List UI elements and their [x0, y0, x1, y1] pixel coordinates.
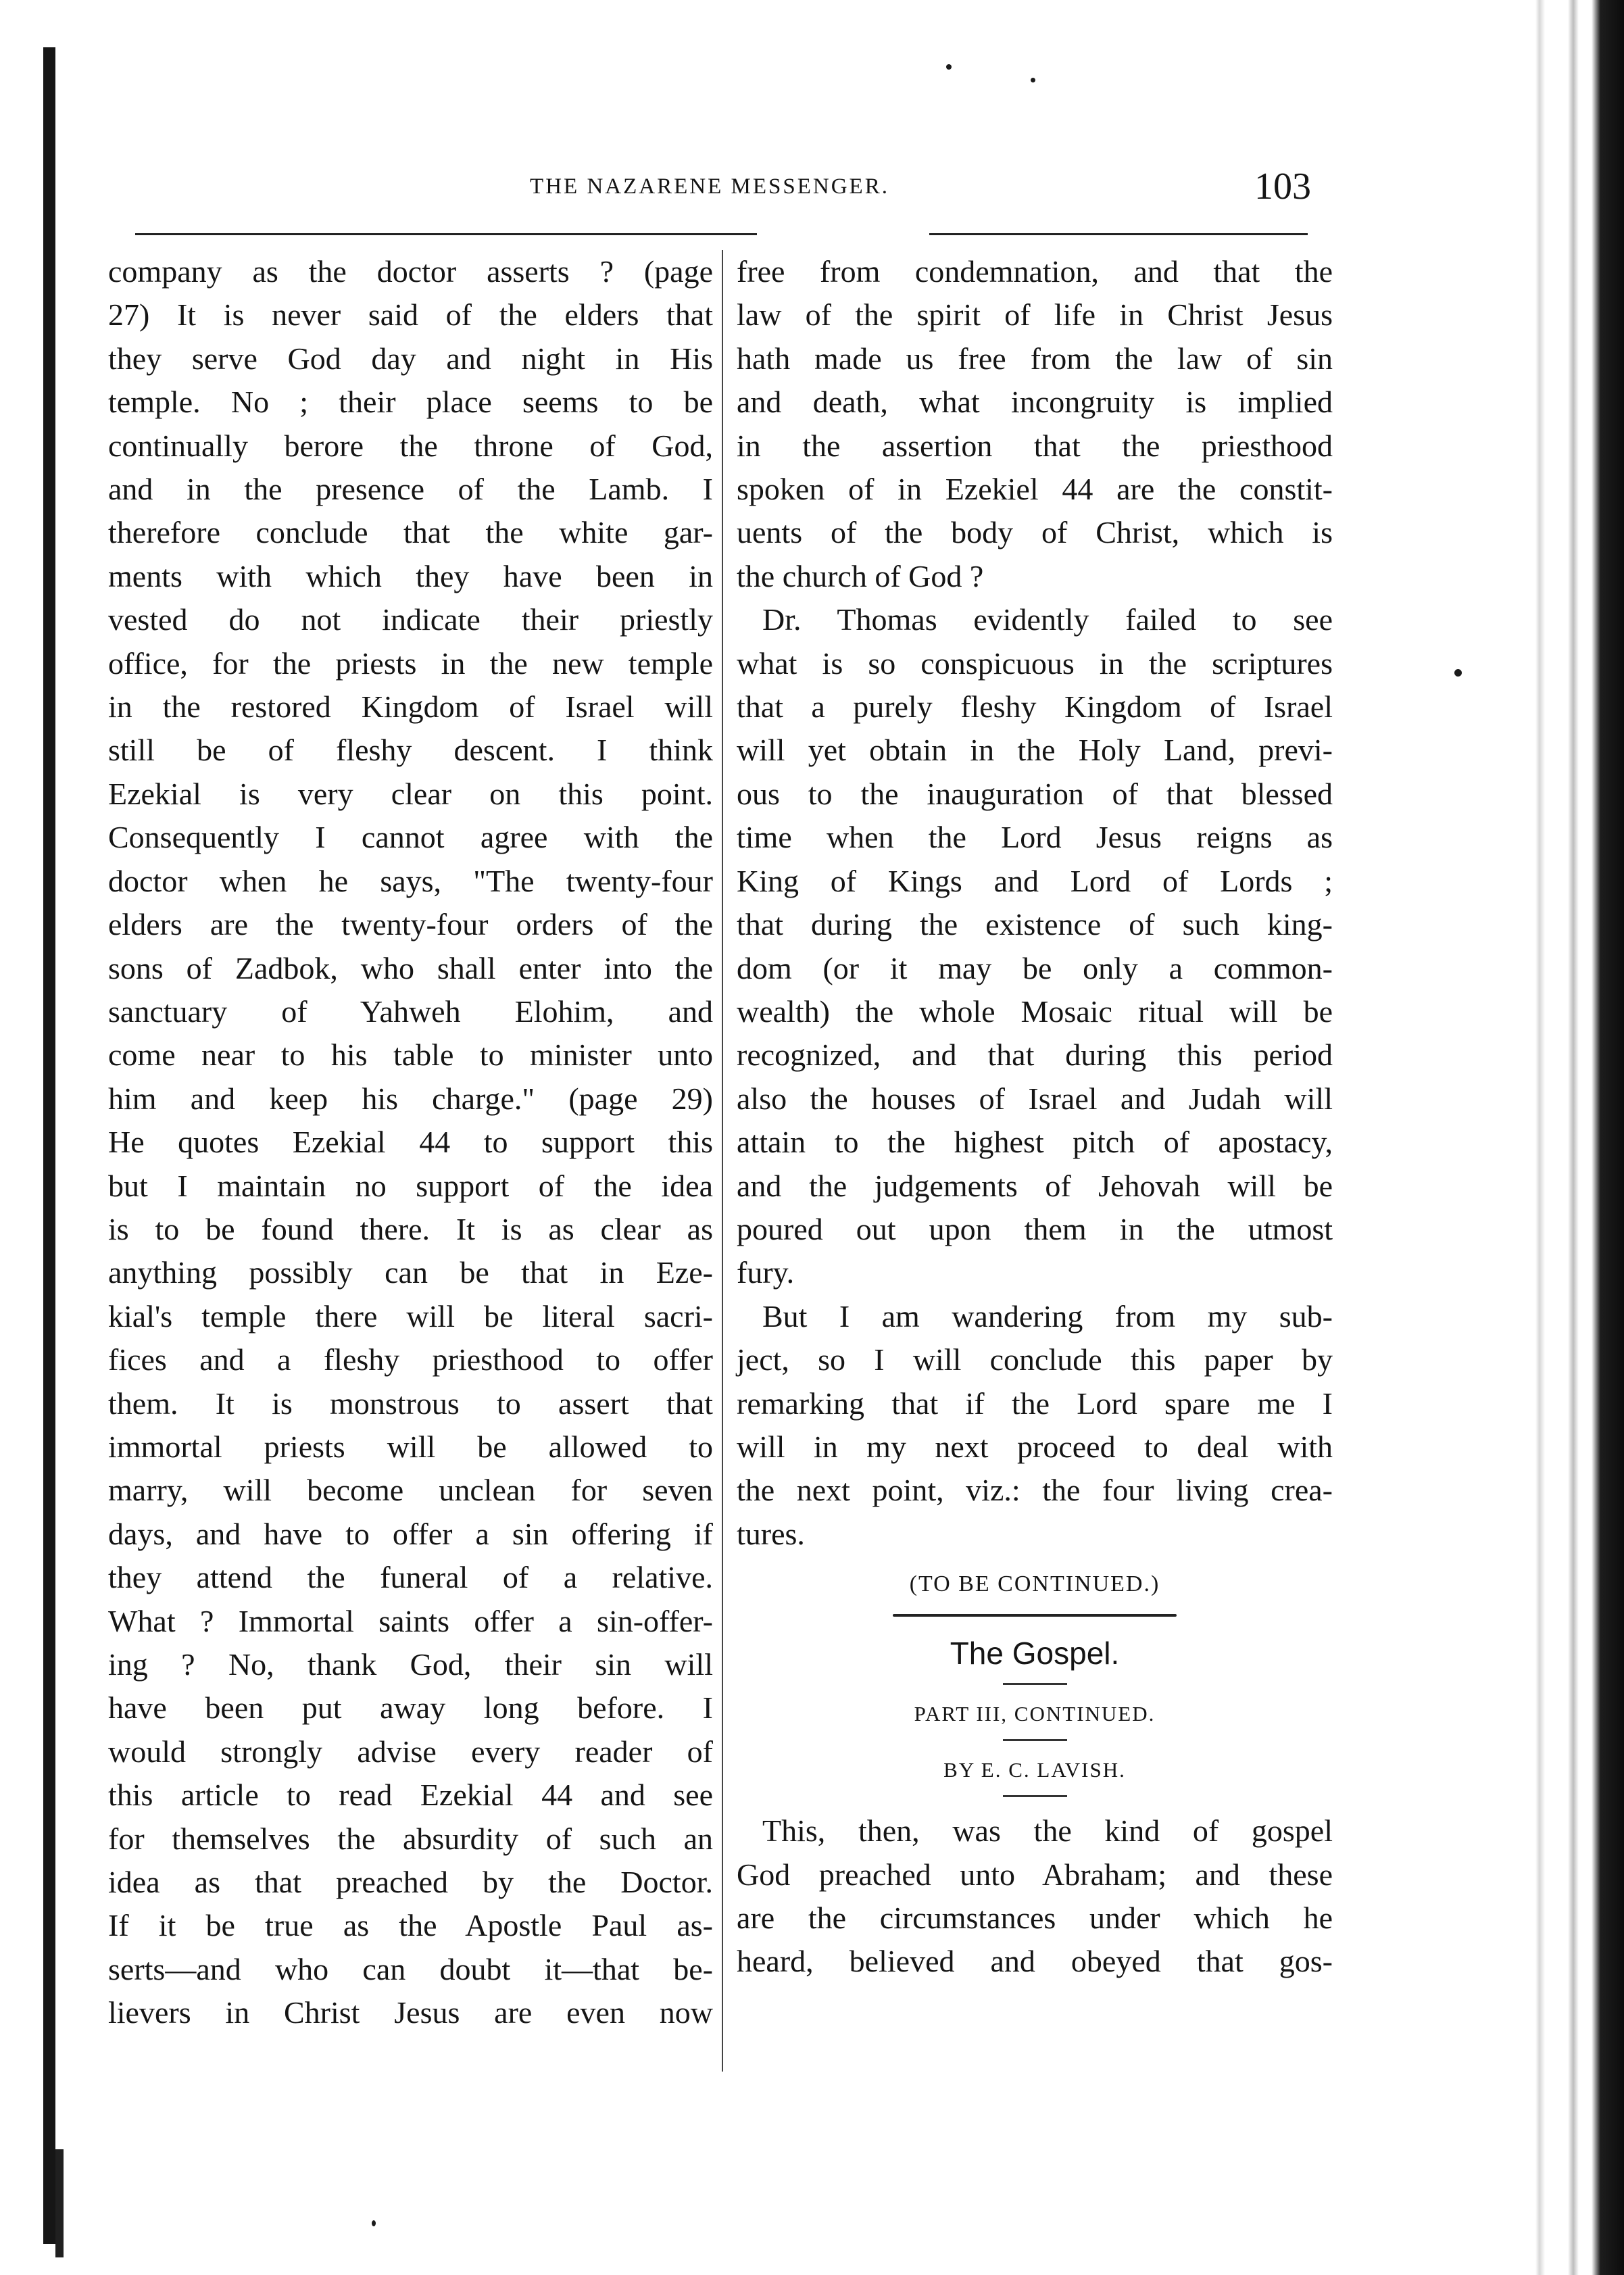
text-line: that during the existence of such king- [737, 907, 1333, 942]
text-line: days, and have to offer a sin offering if [108, 1516, 713, 1551]
speck [372, 2220, 376, 2226]
text-line: are the circumstances under which he [737, 1901, 1333, 1935]
text-line: but I maintain no support of the idea [108, 1168, 713, 1203]
text-line: and death, what incongruity is implied [737, 385, 1333, 420]
text-line: would strongly advise every reader of [108, 1734, 713, 1769]
text-line: company as the doctor asserts ? (page [108, 254, 713, 289]
text-line: him and keep his charge." (page 29) [108, 1081, 713, 1116]
text-line: poured out upon them in the utmost [737, 1211, 1333, 1246]
text-line: the next point, viz.: the four living crea- [737, 1473, 1333, 1508]
text-line: ject, so I will conclude this paper by [737, 1342, 1333, 1377]
text-line: free from condemnation, and that the [737, 254, 1333, 289]
small-rule [1003, 1739, 1067, 1741]
column-divider [722, 250, 723, 2072]
text-line: fury. [737, 1255, 795, 1290]
text-line: immortal priests will be allowed to [108, 1429, 713, 1464]
text-line: elders are the twenty-four orders of the [108, 907, 713, 942]
continued-note: (TO BE CONTINUED.) [909, 1571, 1160, 1597]
scan-edge-left-tip [55, 2149, 64, 2257]
header-rule-right [929, 233, 1308, 235]
text-line: temple. No ; their place seems to be [108, 385, 713, 420]
small-rule [1003, 1683, 1067, 1685]
text-line: God preached unto Abraham; and these [737, 1857, 1333, 1892]
text-line: and in the presence of the Lamb. I [108, 472, 713, 507]
text-line: ous to the inauguration of that blessed [737, 776, 1333, 811]
text-line: What ? Immortal saints offer a sin-offer- [108, 1603, 713, 1638]
text-line: serts—and who can doubt it—that be- [108, 1951, 713, 1986]
text-line: in the assertion that the priesthood [737, 428, 1333, 463]
text-line: remarking that if the Lord spare me I [737, 1386, 1333, 1421]
speck [946, 64, 952, 70]
text-line: law of the spirit of life in Christ Jesus [737, 297, 1333, 333]
text-line: for themselves the absurdity of such an [108, 1821, 713, 1856]
text-line: continually berore the throne of God, [108, 428, 713, 463]
text-line: King of Kings and Lord of Lords ; [737, 863, 1333, 898]
left-column [108, 250, 713, 2035]
header-rule-left [135, 233, 757, 235]
text-line: doctor when he says, "The twenty-four [108, 863, 713, 898]
text-line: will in my next proceed to deal with [737, 1429, 1333, 1464]
text-line: them. It is monstrous to assert that [108, 1386, 713, 1421]
scan-edge-left [43, 47, 55, 2244]
text-line: idea as that preached by the Doctor. [108, 1865, 713, 1900]
text-line: ments with which they have been in [108, 558, 713, 593]
running-head [108, 166, 1311, 216]
text-line: also the houses of Israel and Judah will [737, 1081, 1333, 1116]
section-title: The Gospel. [950, 1636, 1120, 1671]
small-rule [1003, 1795, 1067, 1797]
text-line: Dr. Thomas evidently failed to see [762, 602, 1333, 637]
text-line: time when the Lord Jesus reigns as [737, 820, 1333, 855]
text-line: in the restored Kingdom of Israel will [108, 689, 713, 725]
text-line: dom (or it may be only a common- [737, 950, 1333, 985]
text-line: lievers in Christ Jesus are even now [108, 1995, 713, 2030]
text-line: marry, will become unclean for seven [108, 1473, 713, 1508]
text-line: the church of God ? [737, 558, 984, 593]
text-line: 27) It is never said of the elders that [108, 297, 713, 333]
text-line: If it be true as the Apostle Paul as- [108, 1908, 713, 1943]
text-line: anything possibly can be that in Eze- [108, 1255, 713, 1290]
text-line: attain to the highest pitch of apostacy, [737, 1125, 1333, 1160]
text-line: Ezekial is very clear on this point. [108, 776, 713, 811]
text-line: still be of fleshy descent. I think [108, 733, 713, 768]
text-line: therefore conclude that the white gar- [108, 515, 713, 550]
text-line: hath made us free from the law of sin [737, 341, 1333, 376]
page-number: 103 [1254, 166, 1311, 207]
text-line: what is so conspicuous in the scriptures [737, 645, 1333, 681]
section-rule [893, 1614, 1177, 1617]
text-line: have been put away long before. I [108, 1690, 713, 1726]
text-line: kial's temple there will be literal sacri- [108, 1298, 713, 1334]
part-heading: PART III, CONTINUED. [914, 1702, 1156, 1726]
text-line: vested do not indicate their priestly [108, 602, 713, 637]
text-line: fices and a fleshy priesthood to offer [108, 1342, 713, 1377]
speck [1031, 78, 1035, 82]
text-line: tures. [737, 1516, 805, 1551]
text-line: spoken of in Ezekiel 44 are the constit- [737, 472, 1333, 507]
running-title: THE NAZARENE MESSENGER. [530, 174, 889, 199]
text-line: sons of Zadbok, who shall enter into the [108, 950, 713, 985]
text-line: Consequently I cannot agree with the [108, 820, 713, 855]
text-line: they serve God day and night in His [108, 341, 713, 376]
right-column [737, 250, 1333, 1984]
text-line: office, for the priests in the new temple [108, 645, 713, 681]
text-line: ing ? No, thank God, their sin will [108, 1647, 713, 1682]
text-line: will yet obtain in the Holy Land, previ- [737, 733, 1333, 768]
text-line: This, then, was the kind of gospel [762, 1813, 1333, 1849]
text-line: heard, believed and obeyed that gos- [737, 1944, 1333, 1979]
text-line: wealth) the whole Mosaic ritual will be [737, 994, 1333, 1029]
text-line: uents of the body of Christ, which is [737, 515, 1333, 550]
text-line: He quotes Ezekial 44 to support this [108, 1125, 713, 1160]
text-line: But I am wandering from my sub- [762, 1298, 1333, 1334]
text-line: is to be found there. It is as clear as [108, 1211, 713, 1246]
text-line: recognized, and that during this period [737, 1037, 1333, 1073]
text-line: come near to his table to minister unto [108, 1037, 713, 1073]
text-line: sanctuary of Yahweh Elohim, and [108, 994, 713, 1029]
speck [1454, 669, 1462, 677]
text-line: and the judgements of Jehovah will be [737, 1168, 1333, 1203]
text-line: they attend the funeral of a relative. [108, 1560, 713, 1595]
text-line: this article to read Ezekial 44 and see [108, 1778, 713, 1813]
scan-edge-right [1521, 0, 1624, 2275]
text-line: that a purely fleshy Kingdom of Israel [737, 689, 1333, 725]
byline: BY E. C. LAVISH. [943, 1758, 1126, 1782]
